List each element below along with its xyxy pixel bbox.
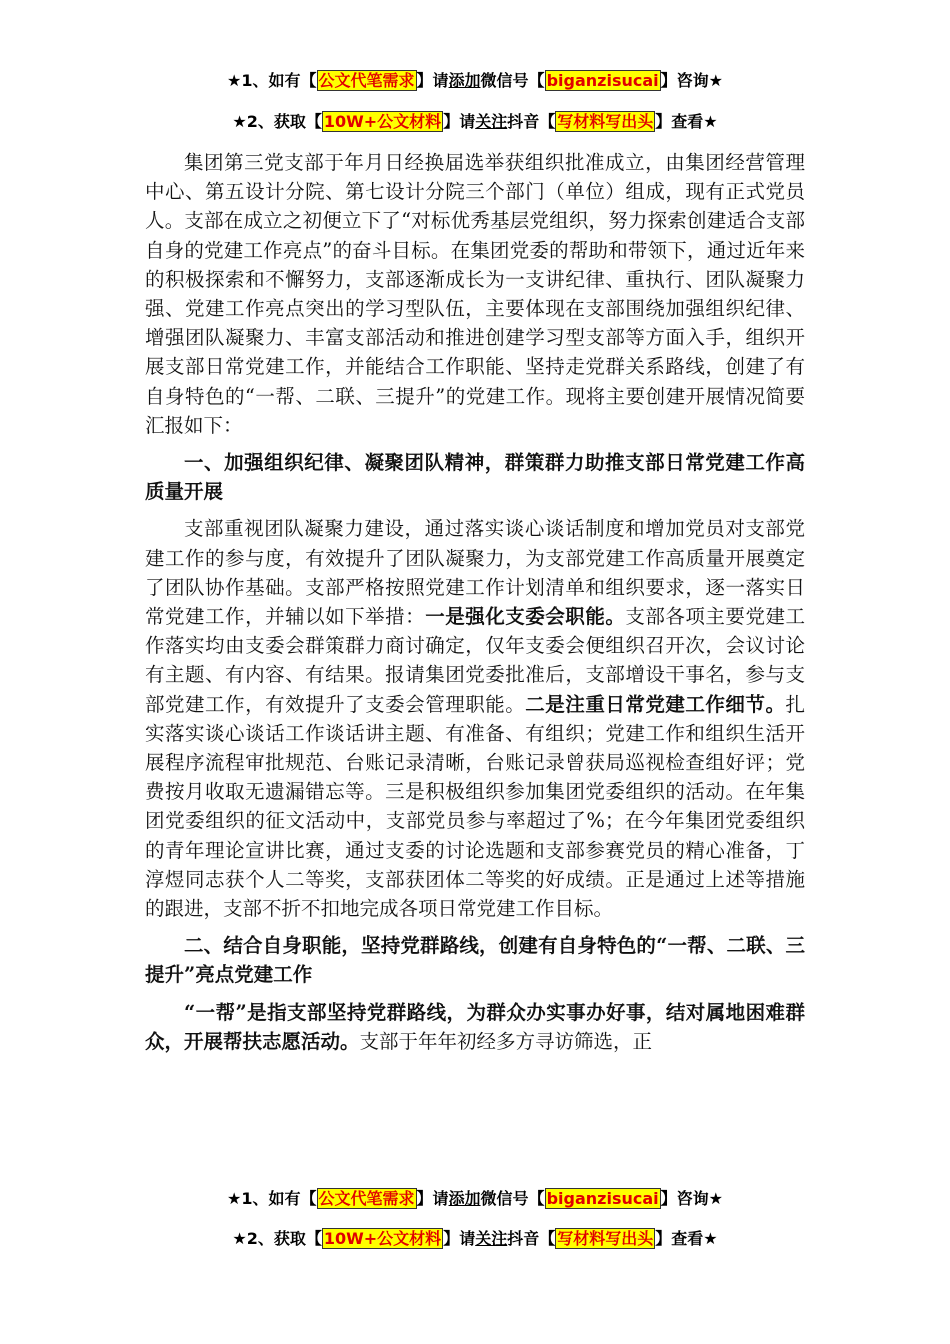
underlined-action: 添加 — [448, 71, 481, 90]
highlight-materials: 10W+公文材料 — [323, 1229, 442, 1248]
banner-text: 抖音【 — [507, 1229, 556, 1248]
paragraph-text: 扎实落实谈心谈话工作谈话讲主题、有准备、有组织；党建工作和组织生活开展程序流程审批规范、台账记录清晰，台账记录曾获局巡视检查组好评；党费按月收取无遗漏错忘等。三是积极组织参加集团党委组织的活动。在年集团党委组织的征文活动中，支部党员参与率超过了%；在今年集团党委组织的青年理论宣讲比赛，通过支委的讨论选题和支部参赛党员的精心准备，丁淳煜同志获个人二等奖，支部获团体二等奖的好成绩。正是通过上述等措施的跟进，支部不折不扣地完成各项日常党建工作目标。 — [145, 692, 805, 921]
banner-text: 】请 — [416, 71, 449, 90]
banner-text: 微信号【 — [480, 1189, 545, 1208]
bottom-banner-line-1 — [0, 1188, 950, 1210]
banner-text: 】咨询★ — [660, 71, 723, 90]
highlight-wechat-id: biganzisucai — [546, 71, 659, 90]
section-1-paragraph — [145, 514, 805, 923]
paragraph-text: 支部重视团队凝聚力建设，通过落实谈心谈话制度和增加党员对支部党建工作的参与度，有效提升了团队凝聚力，为支部党建工作高质量开展奠定了团队协作基础。支部严格按照党建工作计划清单和组织要求，逐一落实日常党建工作，并辅以如下举措： — [145, 517, 805, 629]
highlight-douyin-account: 写材料写出头 — [557, 112, 654, 131]
bold-point-yibang: “一帮”是指支部坚持党群路线，为群众办实事办好事，结对属地困难群众，开展帮扶志愿活动。 — [145, 1000, 805, 1053]
banner-text: 】查看★ — [655, 1229, 718, 1248]
paragraph-text: 支部于年年初经多方寻访筛选，正 — [359, 1029, 653, 1053]
highlight-service: 公文代笔需求 — [318, 1189, 415, 1208]
highlight-materials: 10W+公文材料 — [323, 112, 442, 131]
bottom-banner-line-2 — [0, 1228, 950, 1250]
banner-text: 抖音【 — [507, 112, 556, 131]
section-heading-2: 二、结合自身职能，坚持党群路线，创建有自身特色的“一帮、二联、三提升”亮点党建工作 — [145, 934, 805, 987]
banner-text: 】请 — [416, 1189, 449, 1208]
banner-text: 微信号【 — [480, 71, 545, 90]
highlight-service: 公文代笔需求 — [318, 71, 415, 90]
underlined-action: 关注 — [475, 1229, 508, 1248]
bold-point-2: 二是注重日常党建工作细节。 — [525, 692, 786, 716]
intro-paragraph: 集团第三党支部于年月日经换届选举获组织批准成立，由集团经营管理中心、第五设计分院、第七设计分院三个部门（单位）组成，现有正式党员人。支部在成立之初便立下了“对标优秀基层党组织，努力探索创建适合支部自身的党建工作亮点”的奋斗目标。在集团党委的帮助和带领下，通过近年来的积极探索和不懈努力，支部逐渐成长为一支讲纪律、重执行、团队凝聚力强、党建工作亮点突出的学习型队伍，主要体现在支部围绕加强组织纪律、增强团队凝聚力、丰富支部活动和推进创建学习型支部等方面入手，组织开展支部日常党建工作，并能结合工作职能、坚持走党群关系路线，创建了有自身特色的“一帮、二联、三提升”的党建工作。现将主要创建开展情况简要汇报如下： — [145, 151, 805, 437]
highlight-douyin-account: 写材料写出头 — [557, 1229, 654, 1248]
banner-text: 】请 — [443, 112, 476, 131]
section-heading-1: 一、加强组织纪律、凝聚团队精神，群策群力助推支部日常党建工作高质量开展 — [145, 451, 805, 504]
banner-text: 】查看★ — [655, 112, 718, 131]
bold-point-1: 一是强化支委会职能。 — [425, 605, 626, 629]
top-banner-line-1 — [0, 70, 950, 92]
banner-text: ★2、获取【 — [232, 112, 322, 131]
underlined-action: 添加 — [448, 1189, 481, 1208]
banner-text: ★1、如有【 — [227, 1189, 317, 1208]
banner-text: ★1、如有【 — [227, 71, 317, 90]
highlight-wechat-id: biganzisucai — [546, 1189, 659, 1208]
section-2-paragraph — [145, 998, 805, 1056]
banner-text: 】咨询★ — [660, 1189, 723, 1208]
document-body — [145, 148, 805, 1056]
top-banner-line-2 — [0, 111, 950, 133]
paragraph-text: 支部各项主要党建工作落实均由支委会群策群力商讨确定，仅年支委会便组织召开次，会议讨论有主题、有内容、有结果。报请集团党委批准后，支部增设干事名，参与支部党建工作，有效提升了支委会管理职能。 — [145, 605, 805, 716]
banner-text: ★2、获取【 — [232, 1229, 322, 1248]
banner-text: 】请 — [443, 1229, 476, 1248]
underlined-action: 关注 — [475, 112, 508, 131]
